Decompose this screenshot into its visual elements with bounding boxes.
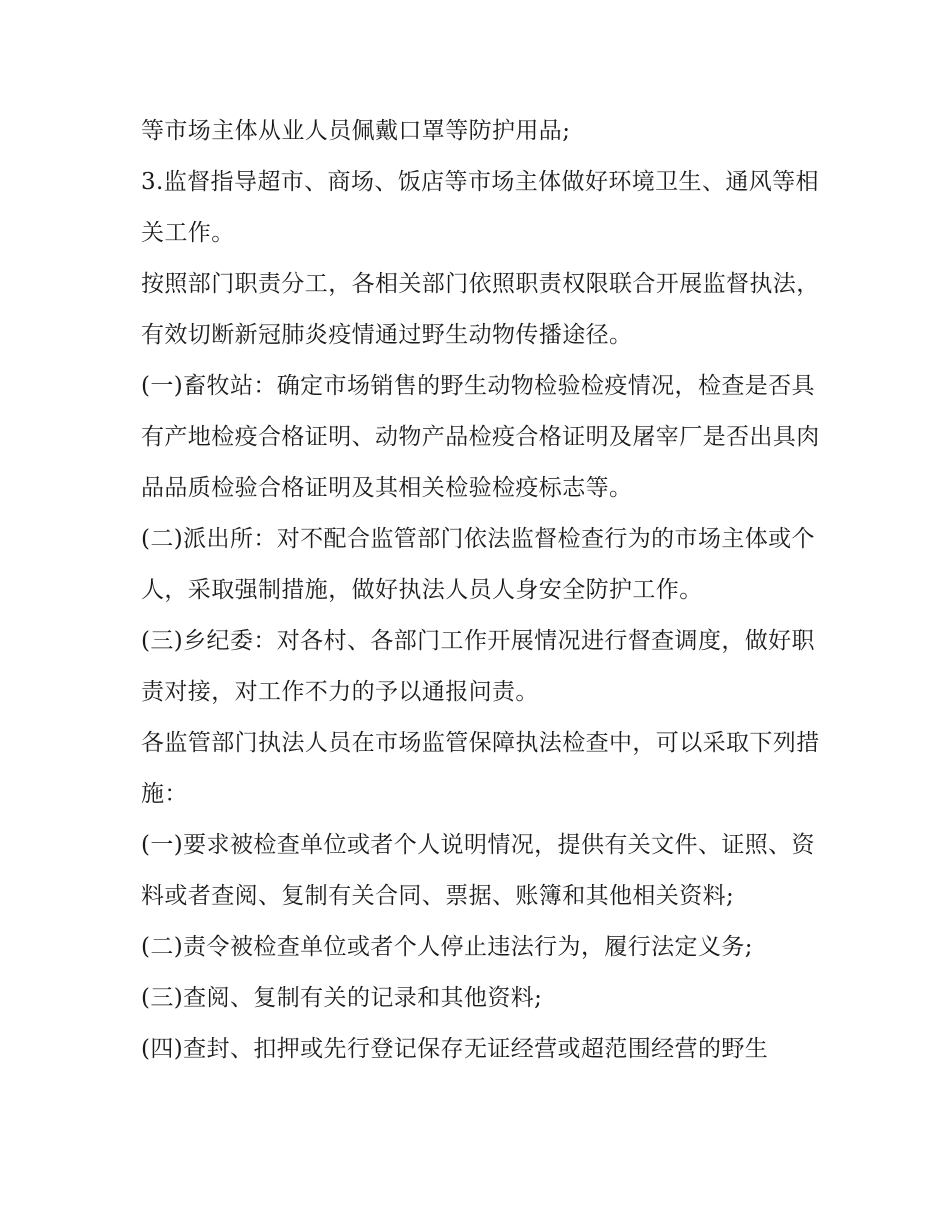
paragraph-6: (三)乡纪委：对各村、各部门工作开展情况进行督查调度，做好职责对接，对工作不力的予以通报问责。 [141,628,815,705]
paragraph-2: 3.监督指导超市、商场、饭店等市场主体做好环境卫生、通风等相关工作。 [141,169,819,246]
document-body [141,106,821,1075]
paragraph-7: 各监管部门执法人员在市场监管保障执法检查中，可以采取下列措施： [141,730,820,807]
paragraph-8: (一)要求被检查单位或者个人说明情况，提供有关文件、证照、资料或者查阅、复制有关合同、票据、账簿和其他相关资料; [141,832,815,909]
paragraph-3: 按照部门职责分工，各相关部门依照职责权限联合开展监督执法，有效切断新冠肺炎疫情通过野生动物传播途径。 [141,271,820,348]
paragraph-10: (三)查阅、复制有关的记录和其他资料; [141,985,543,1011]
paragraph-1: 等市场主体从业人员佩戴口罩等防护用品; [141,118,571,144]
paragraph-4: (一)畜牧站：确定市场销售的野生动物检验检疫情况，检查是否具有产地检疫合格证明、动物产品检疫合格证明及屠宰厂是否出具肉品品质检验合格证明及其相关检验检疫标志等。 [141,373,820,501]
paragraph-9: (二)责令被检查单位或者个人停止违法行为，履行法定义务; [141,934,753,960]
paragraph-5: (二)派出所：对不配合监管部门依法监督检查行为的市场主体或个人，采取强制措施，做好执法人员人身安全防护工作。 [141,526,815,603]
paragraph-11: (四)查封、扣押或先行登记保存无证经营或超范围经营的野生 [141,1036,769,1062]
